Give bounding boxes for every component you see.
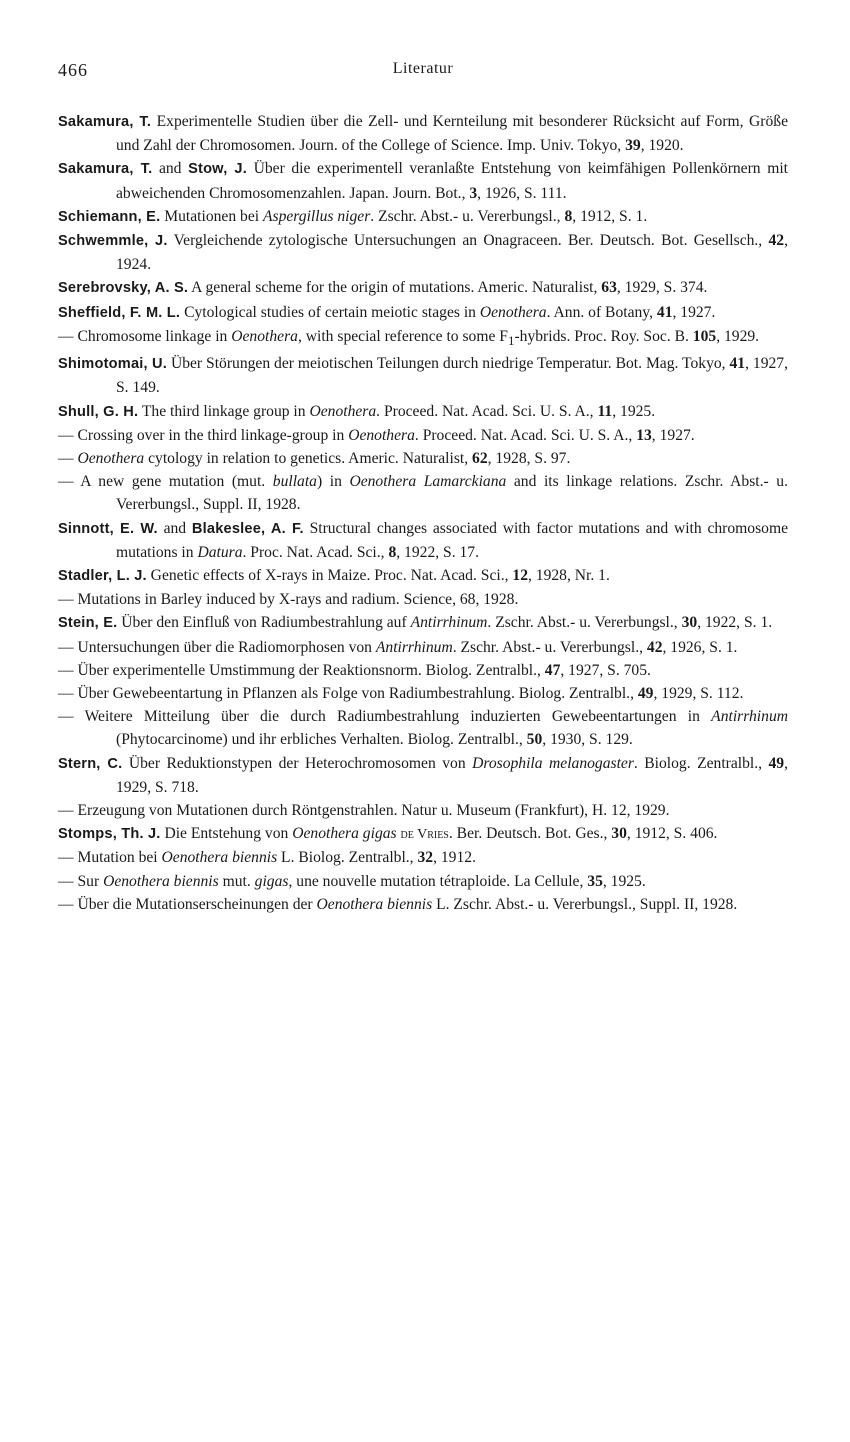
reference-text: 41 [656, 303, 673, 321]
reference-text: , 1922, S. 17. [396, 543, 479, 561]
reference-text: , une nouvelle mutation tétraploide. La Cellule, [288, 872, 588, 890]
reference-text: 8 [564, 207, 573, 225]
reference-text: — [58, 449, 78, 467]
reference-text: Experimentelle Studien über die Zell- und Kernteilung mit besonderer Rücksicht auf Form, Größe und Zahl der Chromosomen. Journ. of the College of Science. Imp. Univ. Tokyo, [116, 113, 788, 155]
reference-entry [58, 752, 788, 799]
reference-text: 49 [768, 754, 785, 772]
reference-text: . Zschr. Abst.- u. Vererbungsl., [452, 638, 647, 656]
reference-entry [58, 682, 788, 705]
reference-text: — A new gene mutation (mut. [58, 473, 273, 491]
reference-text: . Biolog. Zentralbl., [633, 754, 769, 772]
reference-entry [58, 229, 788, 276]
reference-text: 50 [526, 731, 543, 749]
reference-entry [58, 870, 788, 893]
reference-text: — Über experimentelle Umstimmung der Reaktionsnorm. Biolog. Zentralbl., [58, 661, 545, 679]
reference-text: , 1929. [716, 327, 760, 345]
reference-text: Über Reduktionstypen der Heterochromosomen von [122, 754, 473, 772]
reference-text: , 1928, S. 97. [487, 449, 571, 467]
reference-author: Schwemmle, J. [58, 233, 168, 250]
reference-entry [58, 400, 788, 424]
reference-text: The third linkage group in [138, 402, 310, 420]
running-title: Literatur [392, 60, 454, 77]
reference-entry [58, 157, 788, 204]
reference-text: Über Störungen der meiotischen Teilungen durch niedrige Temperatur. Bot. Mag. Tokyo, [167, 355, 730, 373]
reference-coauthor: Stow, J. [188, 161, 247, 178]
reference-text: 42 [646, 638, 663, 656]
reference-text: . Ann. of Botany, [546, 303, 657, 321]
reference-text: Aspergillus niger [263, 207, 371, 225]
reference-text: cytology in relation to genetics. Americ. Naturalist, [144, 449, 473, 467]
reference-text: Oenothera [231, 327, 298, 345]
reference-text: 8 [388, 543, 397, 561]
reference-text: Oenothera [309, 402, 377, 420]
reference-text: , with special reference to some F [297, 327, 508, 345]
reference-entry [58, 276, 788, 300]
reference-coauthor: Blakeslee, A. F. [191, 520, 304, 537]
reference-entry [58, 517, 788, 564]
reference-entry [58, 799, 788, 822]
reference-text: , 1927. [651, 426, 695, 444]
reference-text: . Zschr. Abst.- u. Vererbungsl., [370, 207, 565, 225]
reference-text: , 1929, S. 112. [653, 684, 744, 702]
reference-text: , 1927. [672, 303, 716, 321]
reference-text: 11 [597, 402, 613, 420]
reference-text: , 1930, S. 129. [542, 731, 633, 749]
reference-text: , 1927, S. 149. [116, 355, 788, 397]
reference-text: — Mutations in Barley induced by X-rays and radium. Science, 68, 1928. [58, 591, 519, 609]
reference-text: , 1926, S. 111. [477, 184, 567, 202]
reference-entry [58, 325, 788, 352]
reference-entry [58, 110, 788, 157]
reference-list [58, 110, 788, 916]
reference-text: 13 [636, 426, 652, 444]
reference-text: — Erzeugung von Mutationen durch Röntgenstrahlen. Natur u. Museum (Frankfurt), H. 12, 1929. [58, 802, 670, 819]
reference-text: 39 [625, 137, 641, 155]
reference-text: Antirrhinum [375, 638, 453, 656]
reference-text: , 1920. [640, 137, 684, 155]
reference-text: , 1927, S. 705. [560, 661, 651, 679]
reference-entry [58, 301, 788, 325]
reference-entry [58, 447, 788, 470]
reference-entry [58, 893, 788, 916]
reference-entry [58, 588, 788, 611]
reference-text: Oenothera [77, 449, 145, 467]
reference-text: gigas [254, 872, 289, 890]
reference-text: , 1929, S. 718. [116, 754, 788, 796]
reference-entry [58, 822, 788, 846]
reference-text: . Proceed. Nat. Acad. Sci. U. S. A., [414, 426, 637, 444]
reference-text: Vergleichende zytologische Untersuchungen an Onagraceen. Ber. Deutsch. Bot. Gesellsch., [167, 232, 769, 250]
reference-text: . Proceed. Nat. Acad. Sci. U. S. A., [376, 402, 598, 420]
page-number: 466 [58, 60, 88, 80]
reference-author: Shimotomai, U. [58, 356, 168, 373]
reference-text: Datura [197, 543, 243, 561]
reference-text: . Ber. Deutsch. Bot. Ges., [448, 825, 612, 843]
reference-entry [58, 636, 788, 659]
reference-text: — Sur [58, 872, 104, 890]
reference-author: Sinnott, E. W. [58, 520, 158, 537]
reference-text: . Proc. Nat. Acad. Sci., [242, 543, 389, 561]
reference-entry [58, 846, 788, 869]
reference-text: and its linkage relations. Zschr. Abst.- u. Vererbungsl., Suppl. II, 1928. [116, 473, 788, 514]
reference-author: Schiemann, E. [58, 208, 161, 225]
reference-entry [58, 705, 788, 751]
reference-text: , 1912, S. 1. [572, 207, 648, 225]
reference-author: Stein, E. [58, 615, 118, 632]
reference-text: 12 [512, 566, 528, 584]
reference-text: , 1928, Nr. 1. [527, 566, 610, 584]
reference-entry [58, 424, 788, 447]
reference-entry [58, 352, 788, 399]
reference-author: Sakamura, T. [58, 161, 153, 178]
reference-text: 49 [637, 684, 654, 702]
reference-text: — Über die Mutationserscheinungen der [58, 895, 317, 913]
reference-text: , 1925. [612, 402, 656, 420]
reference-text: — Weitere Mitteilung über die durch Radiumbestrahlung induzierten Gewebeentartungen in [58, 708, 712, 726]
reference-text: — Chromosome linkage in [58, 327, 232, 345]
reference-entry [58, 564, 788, 588]
reference-entry [58, 470, 788, 516]
reference-text: and [152, 160, 189, 178]
reference-text: mut. [218, 872, 255, 890]
reference-text: Die Entstehung von [160, 825, 293, 843]
reference-text: 30 [681, 614, 698, 632]
reference-text: L. Biolog. Zentralbl., [277, 849, 418, 867]
reference-text: 42 [768, 232, 785, 250]
reference-text: Oenothera Lamarckiana [349, 473, 507, 491]
reference-text: Drosophila melanogaster [472, 754, 634, 772]
reference-author: Sakamura, T. [58, 114, 152, 130]
reference-text: Oenothera biennis [103, 872, 219, 890]
reference-entry [58, 659, 788, 682]
reference-text: L. Zschr. Abst.- u. Vererbungsl., Suppl. II, 1928. [432, 895, 738, 913]
reference-author: Shull, G. H. [58, 403, 139, 420]
reference-text: 1 [507, 332, 515, 348]
reference-text: , 1929, S. 374. [616, 279, 708, 297]
page-header [58, 60, 788, 86]
reference-entry [58, 611, 788, 635]
reference-text: A general scheme for the origin of mutations. Americ. Naturalist, [188, 279, 602, 297]
reference-text: Antirrhinum [711, 708, 788, 726]
reference-text: 105 [692, 327, 717, 345]
reference-text: Structural changes associated with factor mutations and with chromosome mutations in [116, 519, 788, 561]
reference-text: Über den Einfluß von Radiumbestrahlung auf [117, 614, 411, 632]
reference-text: 3 [469, 184, 478, 202]
reference-text: Oenothera biennis [161, 849, 278, 867]
reference-text: , 1912. [433, 849, 476, 867]
reference-text: , 1926, S. 1. [662, 638, 738, 656]
reference-text: Über die experimentell veranlaßte Entstehung von keimfähigen Pollenkörnern mit abweichenden Chromosomenzahlen. Japan. Journ. Bot., [116, 160, 788, 202]
reference-text: . Zschr. Abst.- u. Vererbungsl., [487, 614, 682, 632]
reference-author: Stadler, L. J. [58, 567, 147, 584]
reference-text: de Vries [400, 827, 449, 843]
reference-author: Sheffield, F. M. L. [58, 304, 181, 321]
reference-text: — Mutation bei [58, 849, 162, 867]
reference-text: Genetic effects of X-rays in Maize. Proc. Nat. Acad. Sci., [146, 566, 513, 584]
reference-text: — Über Gewebeentartung in Pflanzen als Folge von Radiumbestrahlung. Biolog. Zentralbl., [58, 684, 638, 702]
reference-author: Stern, C. [58, 755, 123, 772]
reference-text: — Crossing over in the third linkage-group in [58, 426, 349, 444]
reference-text: , 1924. [116, 232, 788, 274]
reference-text: -hybrids. Proc. Roy. Soc. B. [514, 327, 693, 345]
reference-text: — Untersuchungen über die Radiomorphosen von [58, 638, 376, 656]
reference-text: ) in [316, 473, 350, 491]
reference-text: 35 [587, 872, 603, 890]
reference-text: Oenothera [348, 426, 415, 444]
reference-text: Oenothera [479, 303, 547, 321]
reference-text: 63 [601, 279, 617, 297]
reference-text: Antirrhinum [410, 614, 488, 632]
reference-text: 32 [417, 849, 434, 867]
reference-text: (Phytocarcinome) und ihr erbliches Verhalten. Biolog. Zentralbl., [116, 731, 527, 749]
reference-author: Stomps, Th. J. [58, 826, 161, 843]
reference-text: Mutationen bei [160, 207, 263, 225]
reference-text: Oenothera biennis [316, 895, 433, 913]
reference-text: and [157, 519, 192, 537]
reference-text: , 1922, S. 1. [697, 614, 773, 632]
reference-text: Cytological studies of certain meiotic stages in [180, 303, 480, 321]
reference-text: 47 [544, 661, 561, 679]
reference-text: , 1925. [602, 872, 646, 890]
reference-text: 41 [729, 355, 746, 373]
reference-author: Serebrovsky, A. S. [58, 280, 189, 297]
reference-text: Oenothera gigas [292, 825, 397, 843]
reference-entry [58, 205, 788, 229]
reference-text: 62 [472, 449, 488, 467]
reference-text: , 1912, S. 406. [626, 825, 718, 843]
reference-text: 30 [611, 825, 627, 843]
reference-text: bullata [272, 473, 317, 491]
